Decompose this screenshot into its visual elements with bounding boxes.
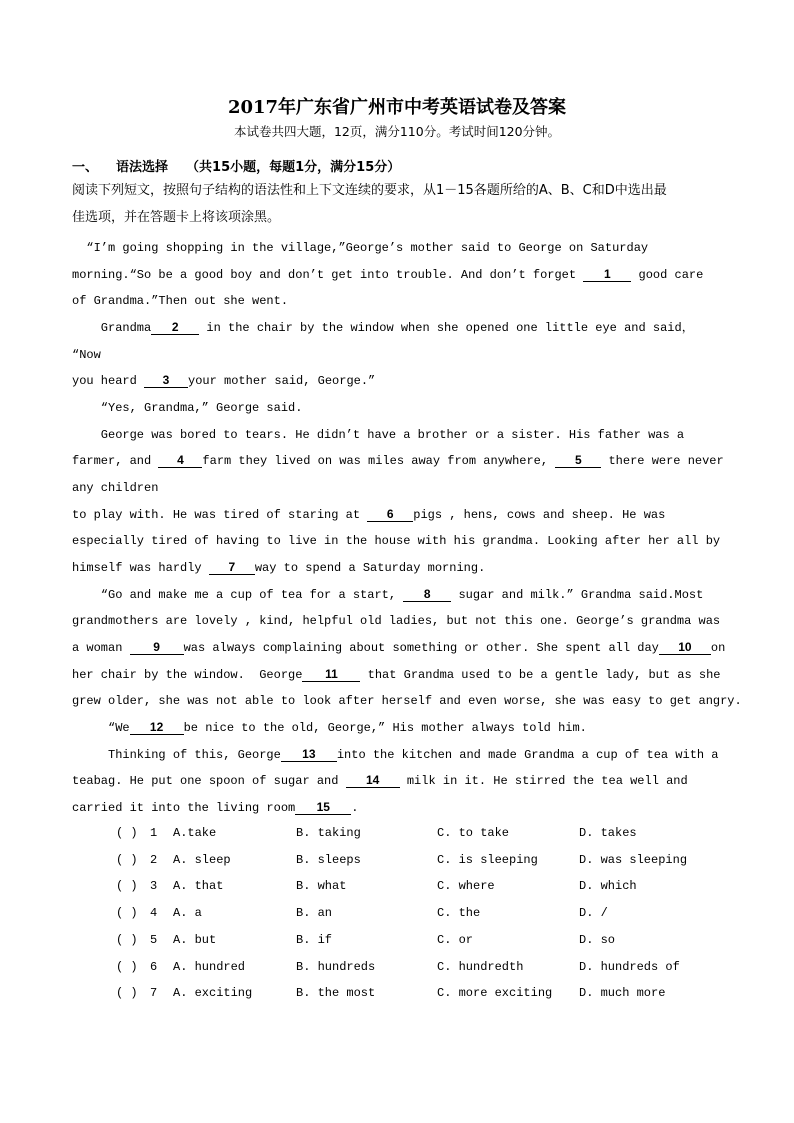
option-c: C. where (437, 879, 495, 894)
section-info: （共15小题，每题1分，满分15分） (186, 160, 401, 175)
option-c: C. or (437, 932, 474, 947)
answer-bracket[interactable]: ( ) (116, 906, 138, 921)
question-row (0, 958, 794, 976)
question-number: 2 (150, 852, 158, 867)
answer-blank: 2 (151, 320, 199, 335)
passage-line: George was bored to tears. He didn’t have a brother or a sister. His father was a (72, 428, 685, 442)
answer-bracket[interactable]: ( ) (116, 826, 138, 840)
passage-line: morning.“So be a good boy and don’t get into trouble. And don’t forget 1 good care (72, 267, 704, 282)
option-c: C. the (437, 906, 481, 921)
option-a: A. hundred (173, 959, 246, 974)
passage-line: her chair by the window. George 11 that Grandma used to be a gentle lady, but as she (72, 667, 721, 682)
exam-info: 本试卷共四大题，12页，满分110分。考试时间120分钟。 (233, 124, 561, 139)
answer-blank: 1 (583, 267, 631, 282)
option-a: A.take (173, 826, 217, 840)
answer-blank: 8 (403, 587, 451, 602)
passage-line: grew older, she was not able to look after herself and even worse, she was easy to get angry. (72, 694, 742, 708)
passage-line: Grandma 2 in the chair by the window when she opened one little eye and said， (72, 320, 694, 335)
question-row (0, 824, 794, 842)
passage-line: a woman 9 was always complaining about something or other. She spent all day 10 on (72, 640, 726, 655)
option-d: D. was sleeping (579, 852, 688, 867)
option-c: C. hundredth (437, 959, 524, 974)
option-a: A. but (173, 932, 217, 947)
passage-line: “Now (72, 348, 101, 362)
passage-line: of Grandma.”Then out she went. (72, 294, 289, 308)
answer-blank: 12 (130, 720, 184, 735)
option-a: A. sleep (173, 852, 231, 867)
passage-line: himself was hardly 7 way to spend a Saturday morning. (72, 560, 486, 575)
passage-line: Thinking of this, George 13 into the kitchen and made Grandma a cup of tea with a (72, 747, 719, 762)
option-b: B. the most (296, 986, 376, 1001)
answer-bracket[interactable]: ( ) (116, 852, 138, 867)
option-b: B. sleeps (296, 852, 361, 867)
option-d: D. / (579, 906, 608, 921)
option-d: D. takes (579, 826, 637, 840)
option-b: B. if (296, 932, 333, 947)
option-d: D. so (579, 932, 616, 947)
page-title: 2017年广东省广州市中考英语试卷及答案 (227, 97, 567, 118)
answer-bracket[interactable]: ( ) (116, 986, 138, 1001)
question-row (0, 904, 794, 922)
option-d: D. much more (579, 986, 666, 1001)
passage-line: “Yes, Grandma,” George said. (72, 401, 303, 415)
answer-blank: 14 (346, 773, 400, 788)
passage-line: especially tired of having to live in the house with his grandma. Looking after her all by (72, 534, 721, 548)
passage-line: “I’m going shopping in the village,”George’s mother said to George on Saturday (72, 241, 649, 255)
answer-blank: 4 (158, 453, 202, 468)
answer-bracket[interactable]: ( ) (116, 959, 138, 974)
answer-blank: 6 (367, 507, 413, 522)
answer-bracket[interactable]: ( ) (116, 932, 138, 947)
option-b: B. hundreds (296, 959, 376, 974)
passage-line: farmer, and 4 farm they lived on was miles away from anywhere, 5 there were never (72, 453, 724, 468)
answer-blank: 9 (130, 640, 184, 655)
option-b: B. taking (296, 826, 361, 840)
question-number: 4 (150, 906, 158, 921)
passage-line: you heard 3 your mother said, George.” (72, 373, 376, 388)
option-a: A. a (173, 906, 202, 921)
passage-line: any children (72, 481, 159, 495)
question-number: 3 (150, 879, 158, 894)
answer-blank: 5 (555, 453, 601, 468)
option-d: D. hundreds of (579, 959, 680, 974)
option-c: C. to take (437, 826, 510, 840)
question-number: 1 (150, 826, 158, 840)
section-instruction: 阅读下列短文，按照句子结构的语法性和上下文连续的要求，从1－15各题所给的A、B、C和D中选出最 (72, 183, 667, 198)
option-b: B. what (296, 879, 347, 894)
question-number: 6 (150, 959, 158, 974)
question-number: 5 (150, 932, 158, 947)
answer-blank: 3 (144, 373, 188, 388)
question-row (0, 931, 794, 949)
question-row (0, 877, 794, 895)
section-number: 一、 (72, 160, 99, 175)
answer-blank: 15 (295, 800, 351, 815)
section-name: 语法选择 (116, 160, 169, 175)
answer-bracket[interactable]: ( ) (116, 879, 138, 894)
passage-line: “Go and make me a cup of tea for a start, 8 sugar and milk.” Grandma said.Most (72, 587, 704, 602)
section-instruction: 佳选项，并在答题卡上将该项涂黑。 (72, 210, 281, 225)
answer-blank: 10 (659, 640, 711, 655)
question-row (0, 851, 794, 869)
option-d: D. which (579, 879, 637, 894)
answer-blank: 7 (209, 560, 255, 575)
option-a: A. exciting (173, 986, 253, 1001)
option-c: C. is sleeping (437, 852, 538, 867)
passage-line: grandmothers are lovely , kind, helpful old ladies, but not this one. George’s grandma was (72, 614, 721, 628)
question-row (0, 984, 794, 1002)
option-b: B. an (296, 906, 333, 921)
question-number: 7 (150, 986, 158, 1001)
section-heading (72, 159, 400, 177)
option-a: A. that (173, 879, 224, 894)
passage-line: to play with. He was tired of staring at 6 pigs , hens, cows and sheep. He was (72, 507, 666, 522)
passage-line: teabag. He put one spoon of sugar and 14 milk in it. He stirred the tea well and (72, 773, 688, 788)
answer-blank: 11 (302, 667, 360, 682)
option-c: C. more exciting (437, 986, 553, 1001)
answer-blank: 13 (281, 747, 337, 762)
passage-line: “We 12 be nice to the old, George,” His mother always told him. (72, 720, 587, 735)
passage-line: carried it into the living room 15 . (72, 800, 359, 815)
